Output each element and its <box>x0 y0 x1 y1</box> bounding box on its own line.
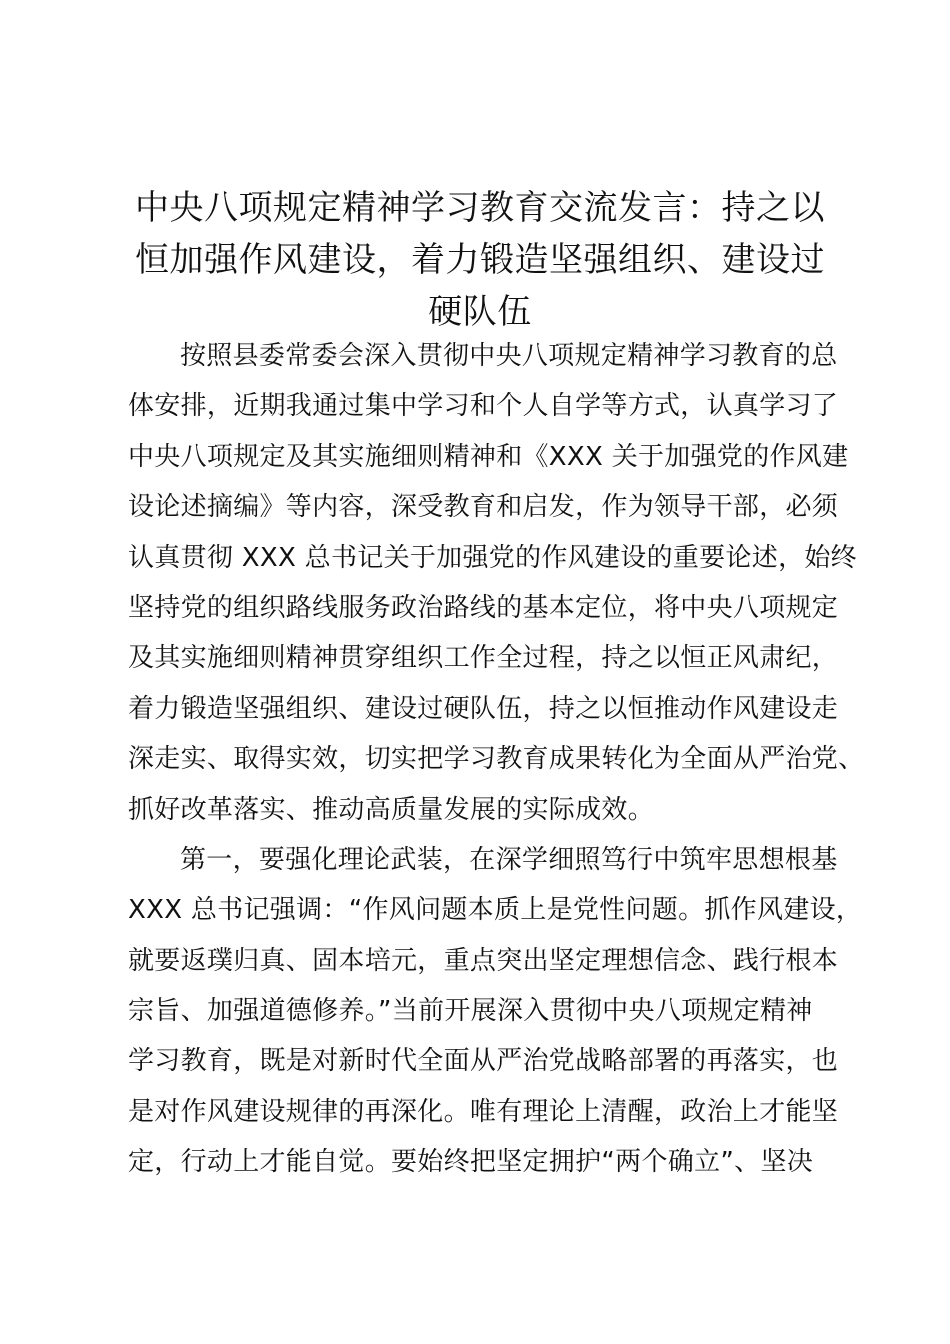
paragraph-line: 抓好改革落实、推动高质量发展的实际成效。 <box>128 794 655 825</box>
paragraph-line: 着力锻造坚强组织、建设过硬队伍，持之以恒推动作风建设走 <box>128 693 839 724</box>
document-body <box>128 331 865 1188</box>
paragraph-line: 是对作风建设规律的再深化。唯有理论上清醒，政治上才能坚 <box>128 1096 839 1127</box>
paragraph-line: 认真贯彻 XXX 总书记关于加强党的作风建设的重要论述，始终 <box>128 542 857 573</box>
paragraph-line: 定，行动上才能自觉。要始终把坚定拥护“两个确立”、坚决 <box>128 1147 814 1178</box>
title-line: 中央八项规定精神学习教育交流发言：持之以 <box>135 188 825 228</box>
paragraph-section-one <box>128 835 863 1188</box>
title-line: 恒加强作风建设，着力锻造坚强组织、建设过 <box>135 240 825 280</box>
paragraph-line: 就要返璞归真、固本培元，重点突出坚定理想信念、践行根本 <box>128 945 839 976</box>
paragraph-line: 设论述摘编》等内容，深受教育和启发，作为领导干部，必须 <box>128 492 839 523</box>
paragraph-line: 第一，要强化理论武装，在深学细照笃行中筑牢思想根基 <box>180 844 838 875</box>
paragraph-line: 体安排，近期我通过集中学习和个人自学等方式，认真学习了 <box>128 391 839 422</box>
paragraph-line: 中央八项规定及其实施细则精神和《XXX 关于加强党的作风建 <box>128 441 849 472</box>
title-line: 硬队伍 <box>428 292 532 332</box>
document-title <box>120 182 840 338</box>
paragraph-line: 宗旨、加强道德修养。”当前开展深入贯彻中央八项规定精神 <box>128 996 813 1027</box>
paragraph-line: XXX 总书记强调：“作风问题本质上是党性问题。抓作风建设， <box>128 895 863 926</box>
paragraph-line: 按照县委常委会深入贯彻中央八项规定精神学习教育的总 <box>180 341 838 371</box>
paragraph-line: 学习教育，既是对新时代全面从严治党战略部署的再落实，也 <box>128 1046 839 1077</box>
paragraph-line: 及其实施细则精神贯穿组织工作全过程，持之以恒正风肃纪， <box>128 643 839 674</box>
paragraph-line: 坚持党的组织路线服务政治路线的基本定位，将中央八项规定 <box>128 592 839 623</box>
paragraph-line: 深走实、取得实效，切实把学习教育成果转化为全面从严治党、 <box>128 744 865 775</box>
paragraph-intro <box>128 331 865 835</box>
